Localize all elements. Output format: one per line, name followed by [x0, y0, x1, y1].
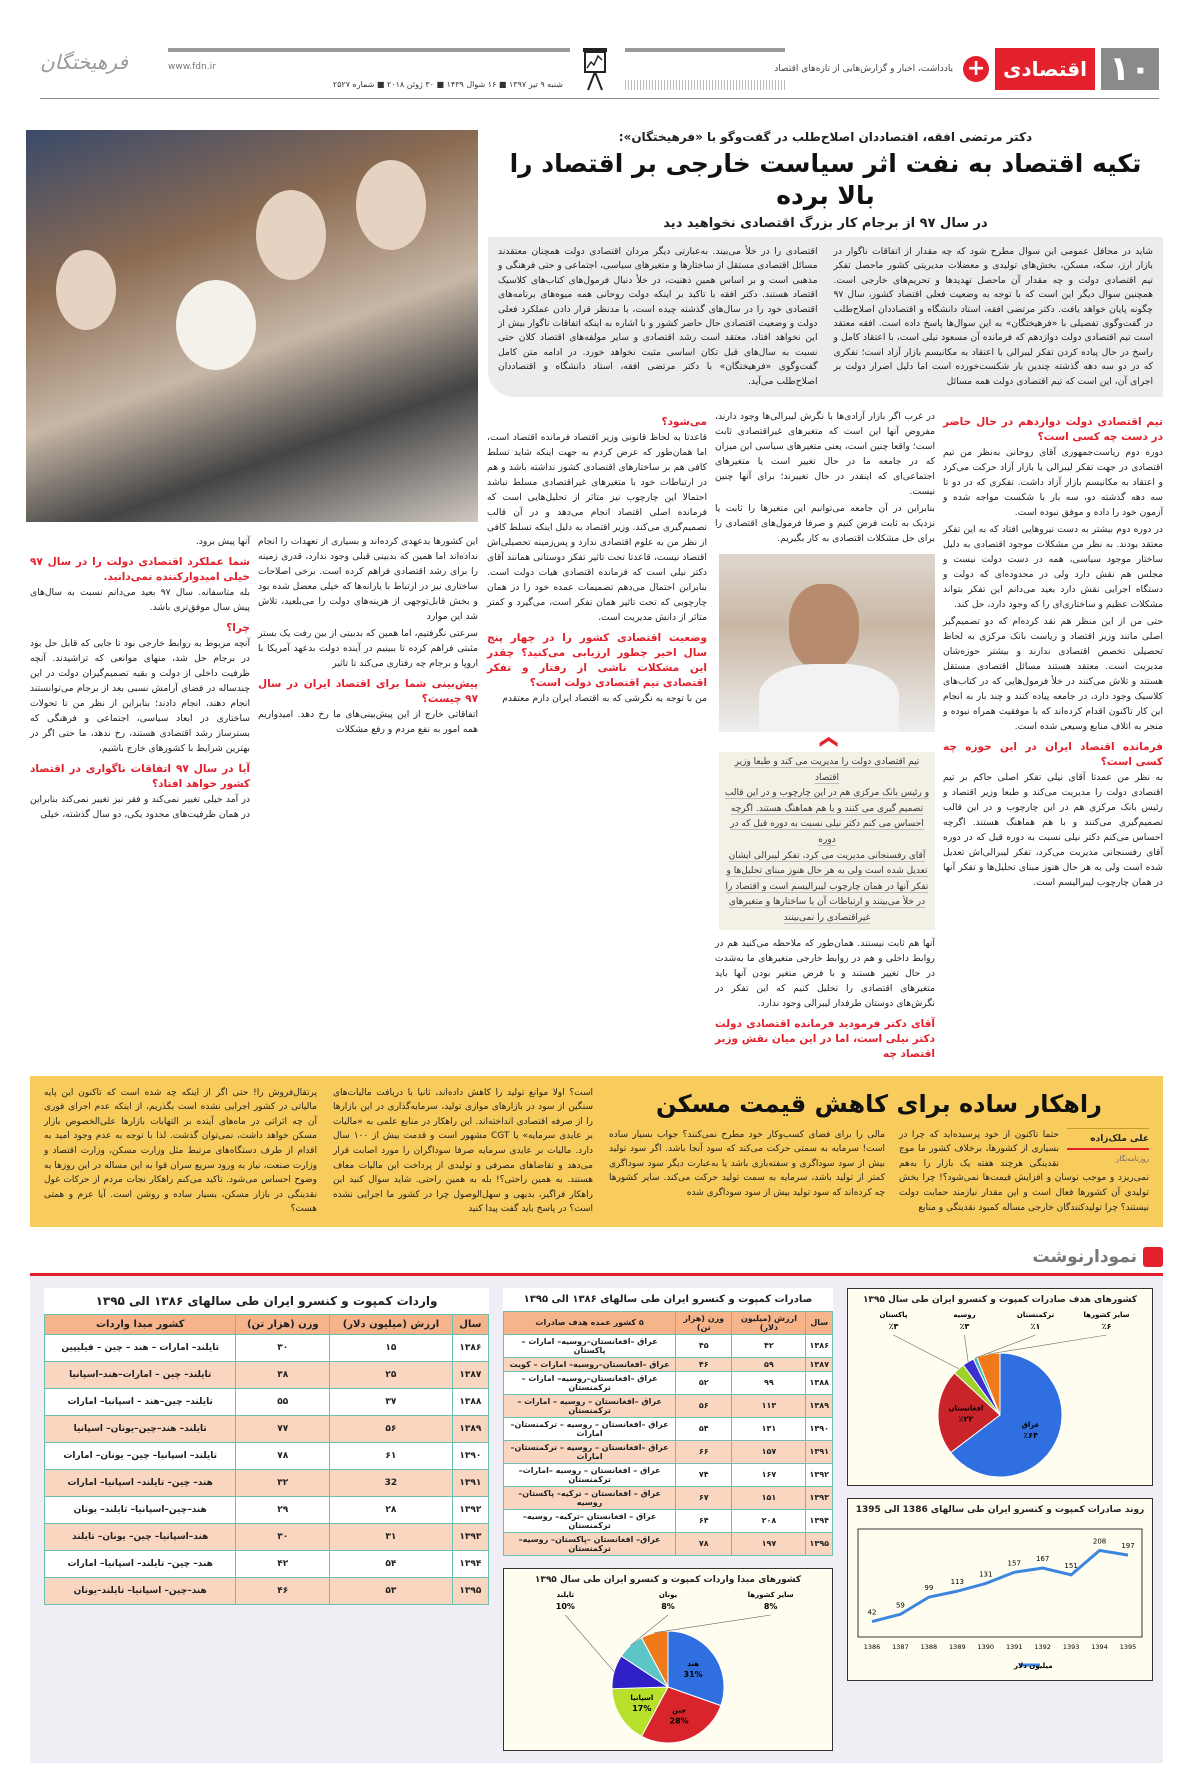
table-cell: ۲۸ [330, 1496, 452, 1523]
legend-label: میلیون دلار [1014, 1661, 1053, 1670]
table-cell: ۴۶ [236, 1577, 330, 1604]
table-cell: ۲۰۸ [732, 1509, 806, 1532]
data-label: 99 [924, 1584, 934, 1593]
data-label: 167 [1035, 1554, 1050, 1563]
x-tick-label: 1388 [920, 1642, 938, 1651]
subheading: وضعیت اقتصادی کشور را در چهار پنج سال اخیر چطور ارزیابی می‌کنید؟ چقدر این مشکلات ناشی از رفتار و تفکر اقتصادی تیم اقتصادی دولت است؟ [487, 632, 707, 690]
slice-value: 10% [555, 1601, 575, 1611]
table-cell: ۲۹ [236, 1496, 330, 1523]
x-tick-label: 1386 [863, 1642, 881, 1651]
table-cell: ۱۳۹۳ [806, 1486, 833, 1509]
article-deck: در سال ۹۷ از برجام کار بزرگ اقتصادی نخواهید دید [663, 216, 988, 231]
table-cell: ۱۳۹۲ [452, 1496, 488, 1523]
subheading: آیا در سال ۹۷ اتفاقات ناگواری در اقتصاد کشور خواهد افتاد؟ [30, 763, 250, 790]
table-cell: ۱۵۱ [732, 1486, 806, 1509]
intro-paragraph: اقتصادی را در خلأ می‌بیند. به‌عبارتی دیگر مردان اقتصادی دولت همچنان معتقدند مسائل اقتصادی مستقل از ساختارها و متغیرهای سیاسی، اجتماعی و حتی فرهنگی و مذهبی است و بر اساس همین ذهنیت، در خلأ دنبال فرمول‌های کتاب‌های کلاسیک اقتصاد هستند. دکتر افقه با تاکید بر اینکه دولت روحانی همه میوه‌های برنامه‌های اقتصادی خود را در سال‌های گذشته چیده است، با مدنظر قرار دادن عملکرد فعلی دولت و وضعیت اقتصادی حال حاضر کشور و با اشاره به اینکه اتفاقات ناگوار بیش از این نخواهد افتاد، معتقد است رشد اقتصادی و سایر مولفه‌های اقتصاد کلان حتی نسبت به سال‌های قبل تکان اساسی مثبت نخواهد خورد. در ادامه متن کامل گفت‌وگوی «فرهیختگان» با دکتر مرتضی افقه، استاد دانشگاه و اقتصاددان اصلاح‌طلب می‌آید. [498, 246, 818, 387]
table-cell: ۱۳۹۵ [452, 1577, 488, 1604]
column-header: ۵ کشور عمده هدف صادرات [504, 1311, 676, 1334]
imports-table [44, 1288, 489, 1605]
slice-value: 17% [632, 1704, 652, 1714]
article-column [30, 534, 250, 824]
data-label: 157 [1007, 1559, 1021, 1568]
column-header: سال [452, 1314, 488, 1334]
slice-label: اسپانیا [630, 1694, 654, 1703]
column-header: ارزش (میلیون دلار) [732, 1311, 806, 1334]
slice-label: عراق [1021, 1421, 1040, 1430]
author-box [1067, 1128, 1149, 1167]
table-title: صادرات کمپوت و کنسرو ایران طی سالهای ۱۳۸۶ الی ۱۳۹۵ [503, 1288, 833, 1311]
table-row [45, 1469, 489, 1496]
slice-label: افغانستان [948, 1404, 984, 1413]
table-cell: ۵۶ [676, 1394, 732, 1417]
table-cell: ۳۷ [330, 1388, 452, 1415]
data-label: 59 [895, 1601, 905, 1610]
table-row [504, 1440, 833, 1463]
paragraph: در دوره دوم بیشتر به دست نیروهایی افتاد که به این تفکر معتقد بودند. به نظر من مشکلات موجود اقتصادی به دلیل ساختار موجود سیاسی، همه در دست دولت نیست و مجلس هم نقش دارد ولی در محدوده‌ای که دولت و دستگاه اجرایی نقش دارد بعید می‌دانم این تفکر بتواند مشکلات عظیم و ساختاری‌ای را که وجود دارد، حل کند. [943, 524, 1163, 611]
table-cell: ۱۳۸۷ [452, 1361, 488, 1388]
x-tick-label: 1389 [949, 1642, 966, 1651]
opinion-column [609, 1128, 885, 1201]
table-cell: ۱۳۸۶ [452, 1334, 488, 1361]
slice-value: ٪۲۲ [958, 1414, 974, 1424]
table-cell: ۶۴ [676, 1509, 732, 1532]
data-label: 42 [867, 1608, 877, 1617]
table-row [504, 1357, 833, 1371]
opinion-author: علی ملک‌زاده [1067, 1128, 1149, 1147]
table-row [504, 1394, 833, 1417]
table-cell: ۱۶۷ [732, 1463, 806, 1486]
table-cell: ۳۰ [236, 1334, 330, 1361]
paragraph: حتما تاکنون از خود پرسیده‌اید که چرا در بسیاری از کشورها، برخلاف کشور ما موج نقدینگی هرچند هفته یک بازار را به‌هم نمی‌ریزد و موجب نوسان و افزایش قیمت‌ها نمی‌شود؟! چرا بخش تولیدی آن کشورها فعال است و این مقدار نیازمند حمایت دولت نیستند؟ چرا تولیدکنندگان خارجی مساله کمبود نقدینگی و منابع [899, 1129, 1149, 1213]
table-cell: ۱۳۹۱ [452, 1469, 488, 1496]
slice-label: یونان [658, 1590, 678, 1599]
leader-line [654, 1615, 770, 1633]
paragraph: آنها هم ثابت نیستند. همان‌طور که ملاحظه می‌کنید هم در روابط داخلی و هم در روابط خارجی متغیرهای ما به‌شدت در حال تغییر هستند و با فرض متغیر بودن آنها باید متغیرهای اقتصادی را تحلیل کنیم که این تفکر در نگرش‌های دوستان طرفدار لیبرالی وجود ندارد. [715, 937, 935, 1009]
table-cell: عراق –افغانستان–روسیه– امارات – ترکمنستان [504, 1371, 676, 1394]
table-row [45, 1523, 489, 1550]
paragraph: دوره دوم ریاست‌جمهوری آقای روحانی به‌نظر من تیم اقتصادی در جهت تفکر لیبرالی یا بازار آزاد حرکت می‌کرد و اعتقاد به مکانیسم بازار آزاد داشت. تفکری که در دو تا سه دهه گذشته دو، سه بار با شکست مواجه شده و آزمون خود را داده و موفق نبوده است. [943, 447, 1163, 519]
table-cell: ۶۷ [676, 1486, 732, 1509]
column-header: ارزش (میلیون دلار) [330, 1314, 452, 1334]
subheading: فرمانده اقتصاد ایران در این حوزه چه کسی است؟ [943, 741, 1163, 769]
paragraph: قاعدتا به لحاظ قانونی وزیر اقتصاد فرمانده اقتصاد است، اما همان‌طور که عرض کردم به جهت اینکه شاید تسلط کافی هم بر ساختارهای اقتصادی کشور نداشته باشد و هم در ارتباطات خود با متغیرهای غیراقتصادی مسلط نباشد احتمالا این چارچوب نیز متاثر از تحلیل‌هایی است که فرمانده اصلی اقتصاد انجام می‌دهد و در آن قالب تصمیم‌گیری می‌کند. وزیر اقتصاد به دلیل اینکه تسلط کافی از نظر من به علوم اقتصادی ندارد و پس‌زمینه تحصیلی‌اش اقتصاد نیست، قاعدتا تحت تاثیر تفکر دوستانی همانند آقای دکتر نیلی است که فرمانده اقتصادی هیات دولت است. بنابراین احتمال می‌دهم تصمیمات عمده خود را در همان چارچوبی که تحت تاثیر همان تفکر است، می‌گیرد و کمتر متاثر از دانش مدیریت است. [487, 432, 707, 624]
slice-value: ٪۳ [888, 1321, 899, 1331]
table-row [45, 1577, 489, 1604]
presentation-chart-icon [580, 46, 610, 92]
table-cell: ۵۶ [330, 1415, 452, 1442]
table-row [504, 1463, 833, 1486]
slice-value: ٪۶۴ [1023, 1431, 1038, 1441]
chart-title: کشورهای مبدا واردات کمپوت و کنسرو ایران طی سال ۱۳۹۵ [534, 1574, 802, 1585]
x-tick-label: 1394 [1091, 1642, 1108, 1651]
table-cell: هند–اسپانیا– چین– یونان– تایلند [45, 1523, 236, 1550]
author-underline [1067, 1148, 1149, 1150]
issue-date: شنبه ۹ تیر ۱۳۹۷ ■ ۱۶ شوال ۱۴۳۹ ■ ۳۰ ژوئن ۲۰۱۸ ■ شماره ۲۵۲۷ [332, 80, 563, 89]
table-row [45, 1361, 489, 1388]
infographic-section-title: نمودارنوشت [1032, 1246, 1137, 1267]
paragraph: مالی را برای فضای کسب‌وکار خود مطرح نمی‌کنند؟ جواب بسیار ساده است! سرمایه به سمتی حرکت می‌کند که سود آنجا باشد. اگر سود تولید بیش از سود سوداگری و سفته‌بازی باشد یا به‌عبارت دیگر سود سوداگری کمتر از تولید باشد، سرمایه به سمت تولید حرکت می‌کند. سایر کشورها چه کرده‌اند که سود تولید بیش از سود سوداگری شده [609, 1129, 885, 1198]
table-cell: ۱۳۱ [732, 1417, 806, 1440]
table-cell: ۳۸ [236, 1361, 330, 1388]
main-photo [26, 130, 478, 522]
data-label: 131 [979, 1570, 993, 1579]
exports-pie-chart [847, 1288, 1153, 1486]
slice-value: ٪۶ [1101, 1321, 1112, 1331]
subheading: پیش‌بینی شما برای اقتصاد ایران در سال ۹۷ چیست؟ [258, 678, 478, 705]
subheading: می‌شود؟ [661, 416, 707, 429]
table-cell: عراق –افغانستان – روسیه – ترکمنستان– امارات [504, 1417, 676, 1440]
section-header [774, 48, 1159, 90]
paragraph: آنچه مربوط به روابط خارجی بود تا جایی که قابل حل بود در برجام حل شد، منهای موانعی که تراشیدند. آنچه ظرفیت داخلی از دولت و بقیه تصمیم‌گیران دولت در این چندساله در فضای آرامش نسبی بعد از برجام می‌توانستند انجام دهند، انجام دادند؛ بنابراین از نظر من تا تحولات ساختاری در ابعاد سیاسی، اجتماعی و فرهنگی که بسترساز رشد اقتصادی هستند، رخ ندهد، ما حتی اگر در بهترین شرایط با کشورهای خارج باشیم، [30, 638, 250, 754]
subheading: چرا؟ [226, 622, 250, 634]
table-cell: ۷۸ [676, 1532, 732, 1555]
chart-title: کشورهای هدف صادرات کمپوت و کنسرو ایران طی سال ۱۳۹۵ [862, 1294, 1138, 1305]
table-cell: عراق –افغانستان – روسیه – امارات – ترکمنستان [504, 1394, 676, 1417]
x-tick-label: 1395 [1119, 1642, 1137, 1651]
chart-title: روند صادرات کمپوت و کنسرو ایران طی سالهای 1386 الی 1395 [855, 1504, 1145, 1515]
table-cell: ۱۳۸۸ [452, 1388, 488, 1415]
header-bar [168, 48, 570, 52]
column-header: سال [806, 1311, 833, 1334]
table-cell: ۳۱ [330, 1523, 452, 1550]
slice-value: 28% [669, 1716, 689, 1726]
table-cell: هند–چین– اسپانیا– تایلند–یونان [45, 1577, 236, 1604]
table-row [504, 1334, 833, 1357]
table-cell: ۷۷ [236, 1415, 330, 1442]
table-cell: تایلند– چین–هند – اسپانیا– امارات [45, 1388, 236, 1415]
table-title: واردات کمپوت و کنسرو ایران طی سالهای ۱۳۸۶ الی ۱۳۹۵ [44, 1288, 489, 1314]
x-tick-label: 1390 [977, 1642, 995, 1651]
column-header: وزن (هزار تن) [676, 1311, 732, 1334]
opinion-column [333, 1086, 593, 1217]
author-role: روزنامه‌نگار [1115, 1155, 1149, 1164]
opinion-column [899, 1128, 1149, 1216]
table-row [504, 1532, 833, 1555]
opinion-box [30, 1076, 1163, 1227]
article-column [487, 409, 707, 708]
table-cell: ۵۴ [330, 1550, 452, 1577]
data-label: 208 [1092, 1537, 1107, 1546]
table-cell: ۱۳۸۹ [806, 1394, 833, 1417]
pull-quote-line: در خلأ می‌بینند و ارتباطات آن با ساختارها و متغیرهای [728, 897, 926, 908]
table-row [45, 1550, 489, 1577]
table-cell: ۵۴ [676, 1417, 732, 1440]
table-row [45, 1442, 489, 1469]
table-cell: هند– چین– تایلند– اسپانیا– امارات [45, 1550, 236, 1577]
slice-value: ٪۳ [959, 1321, 970, 1331]
slice-value: 8% [763, 1601, 778, 1611]
table-row [45, 1415, 489, 1442]
table-cell: هند–چین–اسپانیا– تایلند– یونان [45, 1496, 236, 1523]
table-cell: عراق –افغانستان – روسیه – ترکمنستان– امارات [504, 1440, 676, 1463]
slice-label: روسیه [953, 1310, 976, 1319]
table-cell: ۷۴ [676, 1463, 732, 1486]
exports-table [503, 1288, 833, 1556]
newspaper-logo: فرهیختگان [40, 50, 128, 74]
column-header: کشور مبدا واردات [45, 1314, 236, 1334]
table-cell: تایلند– هند–چین–یونان– اسپانیا [45, 1415, 236, 1442]
paragraph: بنابراین در آن جامعه می‌توانیم این متغیرها را ثابت یا نزدیک به ثابت فرض کنیم و صرفا فرمول‌های اقتصادی را برای حل مشکلات اقتصادی به کار بگیریم. [715, 503, 935, 545]
pull-quote-line: تیم اقتصادی دولت را مدیریت می کند و طبعا وزیر اقتصاد [734, 757, 920, 783]
table-cell: ۴۵ [676, 1334, 732, 1357]
slice-value: 31% [683, 1670, 703, 1680]
article-column [943, 409, 1163, 892]
data-label: 151 [1064, 1561, 1078, 1570]
table-cell: ۵۹ [732, 1357, 806, 1371]
slice-label: چین [672, 1706, 687, 1715]
slice-label: هند [687, 1660, 700, 1669]
article-kicker: دکتر مرتضی افقه، اقتصاددان اصلاح‌طلب در گفت‌وگو با «فرهیختگان»: [618, 130, 1033, 144]
table-cell: ۱۳۹۰ [452, 1442, 488, 1469]
table-cell: 32 [330, 1469, 452, 1496]
paragraph: پرتقال‌فروش را! حتی اگر از اینکه چه شده است که تاکنون این پایه مالیاتی در کشور اجرایی نشده است بگذریم، از اینکه عدم اجرای فوری آن چه اثراتی در ماه‌های آینده بر التهابات بازارها علی‌الخصوص بازار مسکن خواهد داشت، نمی‌توان گذشت. لذا با توجه به عدم وجود امید به اقدام از طرف دستگاه‌های مرتبط مثل وزارت مسکن، وزارت اقتصاد و وزارت صنعت، نیاز به ورود سریع سران قوا به این مساله در این روزها به وضوح احساس می‌شود. تاکید می‌کنم راهکار نجات مردم از حرکات غول نقدینگی در بازار مسکن، بسیار ساده و روشن است. آیا عزم و همتی هست؟ [44, 1087, 317, 1215]
section-title: اقتصادی [995, 48, 1095, 90]
article-intro [488, 237, 1163, 397]
table-cell: ۵۵ [236, 1388, 330, 1415]
table-cell: عراق – افغانستان –ترکیه– روسیه– ترکمنستان [504, 1509, 676, 1532]
slice-label: تایلند [556, 1590, 575, 1599]
table-cell: ۴۲ [236, 1550, 330, 1577]
table-row [45, 1334, 489, 1361]
article-column-stack [715, 409, 935, 1062]
table-cell: ۱۳۸۶ [806, 1334, 833, 1357]
leader-line [988, 1335, 1106, 1354]
paragraph: اتفاقاتی خارج از این پیش‌بینی‌های ما رخ دهد. امیدواریم همه امور به نفع مردم و رفع مشکلات [258, 709, 478, 735]
subheading: شما عملکرد اقتصادی دولت را در سال ۹۷ خیلی امیدوارکننده نمی‌دانید. [30, 556, 250, 583]
paragraph: بله متاسفانه. سال ۹۷ بعید می‌دانم نسبت به سال‌های پیش سال موفق‌تری باشد. [30, 587, 250, 613]
opinion-column [44, 1086, 317, 1217]
header-bar [625, 48, 785, 52]
pull-quote-line: آقای رفسنجانی مدیریت می کرد، تفکر لیبرالی ایشان [728, 850, 926, 861]
slice-label: ترکمنستان [1016, 1310, 1055, 1319]
paragraph: است؟ اولا موانع تولید را کاهش داده‌اند، ثانیا با دریافت مالیات‌های سنگین از سود در بازارهای موازی تولید، سرمایه‌گذاری در این بازارها را از صرفه اقتصادی انداخته‌اند. این راهکار در منابع علمی به «مالیات بر عایدی سرمایه» یا CGT مشهور است و قدمت بیش از ۱۰۰ سال دارد. مالیات بر عایدی سرمایه صرفا سوداگران را مورد اصابت قرار می‌دهد و تقاضاهای مصرفی و تولیدی از پرداخت این مالیات معاف هستند. به همین راحتی؟! بله به همین راحتی. شاید سوال کنید این راهکار فراگیر، بدیهی و سهل‌الوصول چرا در کشور ما اجرایی نشده است؟ در پاسخ باید گفت پیدا کنید [332, 1087, 593, 1215]
table-cell: تایلند– اسپانیا– چین– یونان– امارات [45, 1442, 236, 1469]
table-cell: ۲۵ [330, 1361, 452, 1388]
pull-quote-line: تعدیل شده است ولی به هر حال هنوز مبنای تحلیل‌ها و [726, 866, 928, 877]
data-label: 113 [950, 1578, 965, 1587]
article-column [715, 409, 935, 546]
pull-quote-line: احساس می کنم دکتر نیلی نسبت به دوره قبل که در دوره [730, 819, 924, 846]
table-row [504, 1417, 833, 1440]
table-cell: تایلند– امارات – هند – چین – فیلیپین [45, 1334, 236, 1361]
intro-paragraph: شاید در محافل عمومی این سوال مطرح شود که چه مقدار از اتفاقات ناگوار در بازار ارز، سکه، مسکن، بخش‌های تولیدی و معضلات مدیریتی کشور ماحصل تفکر تیم اقتصادی دولت و چه مقدار آن ماحصل تهدیدها و تحریم‌های خارجی است. همچنین سوال دیگر این است که با توجه به وضعیت فعلی اقتصاد کشور، سال ۹۷ چگونه پایان خواهد یافت. دکتر مرتضی افقه، استاد دانشگاه و اقتصاددان اصلاح‌طلب در گفت‌وگوی تفصیلی با «فرهیختگان» به این سوال‌ها پاسخ داده است. افقه معتقد است تیم اقتصادی دولت دوازدهم که فرمانده آن مسعود نیلی است، با اعتقاد کامل و راسخ در حال پیاده کردن تفکر لیبرالی با اعتقاد به مکانیسم بازار آزاد است؛ تفکری که در دو سه دهه گذشته چندین بار شکست‌خورده است اما دلیل اصرار دولت بر اجرای آن، این است که تیم اقتصادی دولت همه مسائل [833, 246, 1153, 387]
table-cell: عراق – افغانستان – ترکیه– پاکستان– روسیه [504, 1486, 676, 1509]
table-cell: ۵۲ [676, 1371, 732, 1394]
table-cell: عراق –افغانستان–روسیه– امارات – پاکستان [504, 1334, 676, 1357]
leader-line [894, 1335, 959, 1369]
subheading: تیم اقتصادی دولت دوازدهم در حال حاضر در دست چه کسی است؟ [943, 416, 1163, 444]
table-cell: ۱۳۹۴ [806, 1509, 833, 1532]
imports-pie-chart [503, 1568, 833, 1751]
article-column [258, 534, 478, 739]
calendar-chart-icon [1143, 1247, 1163, 1267]
table-cell: ۶۶ [676, 1440, 732, 1463]
table-row [45, 1496, 489, 1523]
paragraph: من با توجه به نگرشی که به اقتصاد ایران دارم معتقدم [502, 693, 707, 705]
table-cell: ۴۲ [732, 1334, 806, 1357]
x-tick-label: 1393 [1062, 1642, 1080, 1651]
exports-line-chart [847, 1498, 1153, 1681]
table-cell: عراق –افغانستان–روسیه– امارات – کویت [504, 1357, 676, 1371]
table-cell: ۱۳۹۲ [806, 1463, 833, 1486]
paragraph: در غرب اگر بازار آزادی‌ها با نگرش لیبرالی‌ها وجود دارند، مفروض آنها این است که متغیرهای غیراقتصادی ثابت است؛ واقعا چنین است، یعنی متغیرهای سیاسی این میزان که در جامعه ما در حال تغییر است یا متغیرهای اجتماعی‌ای که اینقدر در حال تغییرند؛ برای آنها چنین نیست. [715, 411, 935, 498]
section-tagline: یادداشت، اخبار و گزارش‌هایی از تازه‌های اقتصاد [774, 64, 954, 74]
paragraph: سرعتی نگرفتیم، اما همین که بدبینی از بین رفت یک بستر مثبتی فراهم کرده تا ببینیم در آینده دولت بدعهد آمریکا با اروپا و برجام چه رفتاری می‌کند تا تاثیر [258, 628, 478, 669]
table-cell: ۳۲ [236, 1469, 330, 1496]
pull-quote-line: تفکر آنها در همان چارچوب لیبرالیسم است و اقتصاد را [725, 881, 929, 892]
paragraph: آنها پیش برود. [195, 536, 250, 547]
page-number: ۱۰ [1101, 48, 1159, 90]
table-row [45, 1388, 489, 1415]
table-cell: ۱۳۸۷ [806, 1357, 833, 1371]
table-cell: ۱۳۹۴ [452, 1550, 488, 1577]
table-cell: ۱۹۷ [732, 1532, 806, 1555]
leader-line [965, 1335, 969, 1362]
article-headline: تکیه اقتصاد به نفت اثر سیاست خارجی بر اقتصاد را بالا برده [509, 149, 1142, 210]
table-row [504, 1509, 833, 1532]
table-cell: ۱۳۹۰ [806, 1417, 833, 1440]
table-cell: ۵۳ [330, 1577, 452, 1604]
table-cell: ۶۱ [330, 1442, 452, 1469]
pull-quote-line: تصمیم گیری می کنند و با هم هماهنگ هستند. اگرچه [730, 803, 924, 814]
website-url[interactable]: www.fdn.ir [168, 62, 216, 72]
table-cell: عراق – افغانستان – روسیه –امارات– ترکمنستان [504, 1463, 676, 1486]
paragraph: به نظر من عمدتا آقای نیلی تفکر اصلی حاکم بر تیم اقتصادی دولت را مدیریت می‌کند و طبعا وزیر اقتصاد و رئیس بانک مرکزی هم در این چارچوب و در این قالب تصمیم‌گیری می‌کنند و با هم هماهنگ هستند. اگرچه احساس می‌کنم دکتر نیلی نسبت به دوره قبل که در دوره آقای رفسنجانی مدیریت می‌کرد، تفکر لیبرالی‌اش تعدیل شده است ولی به هر حال هنوز مبنای تحلیل‌ها و تفکر آنها در همان چارچوب لیبرالیسم است. [943, 772, 1163, 889]
table-cell: هند– چین– تایلند– اسپانیا– امارات [45, 1469, 236, 1496]
table-row [504, 1371, 833, 1394]
table-cell: ۱۳۹۵ [806, 1532, 833, 1555]
table-cell: ۳۰ [236, 1523, 330, 1550]
infographic-area [30, 1276, 1163, 1763]
paragraph: این کشورها بدعهدی کرده‌اند و بسیاری از تعهدات را انجام نداده‌اند اما همین که بدبینی قبلی وجود ندارد، قدری زمینه را برای رشد اقتصادی فراهم کرده است. برخی اصلاحات ساختاری نیز در ارتباط با یارانه‌ها که خیلی معضل شده بود و بخش قابل‌توجهی از هزینه‌های دولت را می‌بلعید، تلاش شد این موارد [258, 536, 478, 622]
table-row [504, 1486, 833, 1509]
table-cell: ۴۶ [676, 1357, 732, 1371]
x-tick-label: 1391 [1005, 1642, 1023, 1651]
header-divider [40, 98, 1159, 99]
pull-quote-line: و رئیس بانک مرکزی هم در این چارچوب و در این قالب [724, 788, 930, 799]
table-cell: ۷۸ [236, 1442, 330, 1469]
column-header: وزن (هزار تن) [236, 1314, 330, 1334]
slice-value: 8% [661, 1601, 675, 1611]
header-hatch [625, 80, 785, 90]
plus-icon: + [963, 56, 989, 82]
table-cell: ۱۵ [330, 1334, 452, 1361]
article [30, 124, 1163, 1062]
table-cell: ۱۵۷ [732, 1440, 806, 1463]
slice-label: سایر کشورها [747, 1590, 794, 1599]
x-tick-label: 1387 [892, 1642, 909, 1651]
paragraph: حتی من از این منظر هم نقد کرده‌ام که دو تصمیم‌گیر اصلی مانند وزیر اقتصاد و ریاست بانک مرکزی به لحاظ تحصیلی تخصص اقتصادی ندارند و بیشتر حوزه‌شان مدیریت است. معتقد هستند مسائل اقتصادی مستقل هستند و تلاش می‌کنند در خلأ فرمول‌هایی که در کتاب‌های کلاسیک وجود دارد، در جامعه پیاده کنند و چند بار به انجام این کار تاکنون اقدام کرده‌اند که با موفقیت همراه نبوده و منجر به اتلاف منابع وسیعی شده است. [943, 616, 1163, 733]
pull-quote-line: غیراقتصادی را نمی‌بینند [783, 913, 871, 923]
infographic-header [30, 1245, 1163, 1269]
table-cell: ۱۳۹۳ [452, 1523, 488, 1550]
table-cell: تایلند– چین – امارات–هند–اسپانیا [45, 1361, 236, 1388]
paragraph: در آمد خیلی تغییر نمی‌کند و فقر نیز تغییر نمی‌کند بنابراین در همان ظرفیت‌های محدود یکی، دو سال گذشته، خیلی [30, 794, 250, 820]
table-cell: ۹۹ [732, 1371, 806, 1394]
table-cell: ۱۳۹۱ [806, 1440, 833, 1463]
slice-value: ٪۱ [1030, 1321, 1041, 1331]
subheading: آقای دکتر فرمودید فرمانده اقتصادی دولت دکتر نیلی است، اما در این میان نقش وزیر اقتصاد چه [715, 1017, 935, 1060]
chevron-down-icon: ❯ [819, 734, 840, 750]
opinion-headline: راهکار ساده برای کاهش قیمت مسکن [656, 1089, 1102, 1118]
table-cell: عراق– افغانستان –پاکستان– روسیه–ترکمنستان [504, 1532, 676, 1555]
data-label: 197 [1121, 1542, 1135, 1551]
table-cell: ۱۳۸۹ [452, 1415, 488, 1442]
table-cell: ۱۱۳ [732, 1394, 806, 1417]
leader-line [565, 1615, 614, 1672]
slice-label: سایر کشورها [1083, 1310, 1130, 1319]
x-tick-label: 1392 [1034, 1642, 1051, 1651]
slice-label: پاکستان [879, 1310, 908, 1319]
table-cell: ۱۳۸۸ [806, 1371, 833, 1394]
